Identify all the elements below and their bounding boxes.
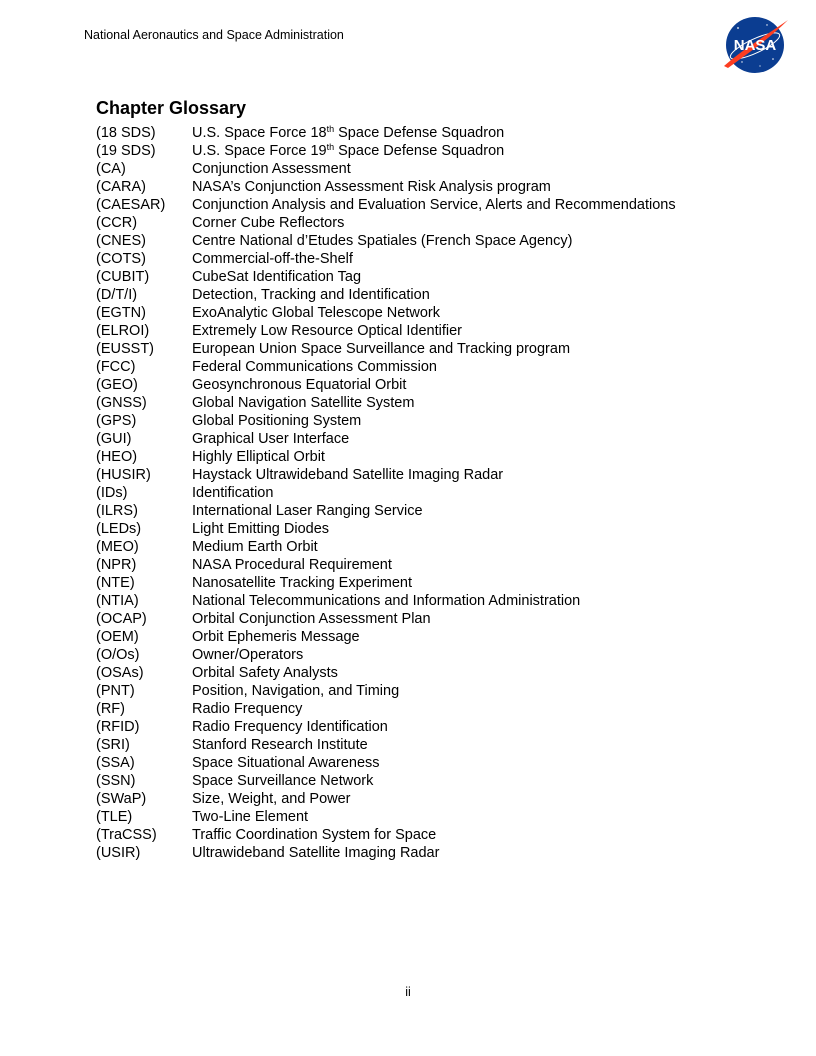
glossary-definition-text: European Union Space Surveillance and Tracking program bbox=[192, 341, 571, 357]
glossary-abbreviation: (CA) bbox=[96, 161, 126, 177]
glossary-entry bbox=[96, 286, 736, 304]
glossary-entry bbox=[96, 520, 736, 538]
glossary-definition bbox=[192, 772, 373, 790]
ordinal-superscript: th bbox=[326, 124, 335, 134]
glossary-definition bbox=[192, 754, 380, 772]
glossary-definition-text: Nanosatellite Tracking Experiment bbox=[192, 575, 413, 591]
glossary-abbreviation: (ILRS) bbox=[96, 503, 138, 519]
glossary-entry bbox=[96, 538, 736, 556]
glossary-definition bbox=[192, 790, 351, 808]
glossary-entry bbox=[96, 412, 736, 430]
glossary-entry bbox=[96, 214, 736, 232]
glossary-abbreviation: (CNES) bbox=[96, 233, 146, 249]
glossary-abbreviation: (GUI) bbox=[96, 431, 132, 447]
page-number: ii bbox=[405, 985, 411, 999]
glossary-definition bbox=[192, 412, 361, 430]
glossary-definition bbox=[192, 232, 572, 250]
glossary-abbreviation: (GPS) bbox=[96, 413, 137, 429]
glossary-entry bbox=[96, 340, 736, 358]
glossary-abbreviation: (CUBIT) bbox=[96, 269, 150, 285]
glossary-abbreviation: (IDs) bbox=[96, 485, 128, 501]
glossary-definition-text: Conjunction Assessment bbox=[192, 161, 351, 177]
glossary-definition bbox=[192, 502, 423, 520]
glossary-entry bbox=[96, 700, 736, 718]
glossary-entry bbox=[96, 484, 736, 502]
glossary-definition-text: Graphical User Interface bbox=[192, 431, 350, 447]
glossary-definition-text: Space Defense Squadron bbox=[334, 125, 505, 141]
ordinal-superscript: th bbox=[326, 142, 335, 152]
glossary-definition bbox=[192, 178, 551, 196]
glossary-definition-text: NASA Procedural Requirement bbox=[192, 557, 392, 573]
glossary-entry bbox=[96, 394, 736, 412]
glossary-entry bbox=[96, 304, 736, 322]
glossary-definition-text: Owner/Operators bbox=[192, 647, 304, 663]
svg-text:NASA: NASA bbox=[733, 37, 777, 54]
glossary-definition-text: Ultrawideband Satellite Imaging Radar bbox=[192, 845, 440, 861]
glossary-definition-text: Haystack Ultrawideband Satellite Imaging Radar bbox=[192, 467, 504, 483]
glossary-definition-text: Extremely Low Resource Optical Identifier bbox=[192, 323, 462, 339]
glossary-definition bbox=[192, 196, 676, 214]
glossary-definition bbox=[192, 214, 344, 232]
glossary-definition-text: International Laser Ranging Service bbox=[192, 503, 423, 519]
glossary-definition bbox=[192, 844, 439, 862]
glossary-entry bbox=[96, 772, 736, 790]
glossary-abbreviation: (TLE) bbox=[96, 809, 133, 825]
glossary-definition bbox=[192, 556, 392, 574]
glossary-definition bbox=[192, 682, 399, 700]
glossary-entry bbox=[96, 124, 736, 142]
glossary-entry bbox=[96, 376, 736, 394]
glossary-definition bbox=[192, 160, 351, 178]
glossary-definition bbox=[192, 142, 504, 160]
glossary-definition-text: ExoAnalytic Global Telescope Network bbox=[192, 305, 440, 321]
glossary-definition bbox=[192, 322, 462, 340]
glossary-abbreviation: (EGTN) bbox=[96, 305, 146, 321]
glossary-entry bbox=[96, 358, 736, 376]
glossary-definition-text: Conjunction Analysis and Evaluation Service, Alerts and Recommendations bbox=[192, 197, 676, 213]
glossary-entry bbox=[96, 142, 736, 160]
glossary-definition-text: Identification bbox=[192, 485, 274, 501]
glossary-entry bbox=[96, 574, 736, 592]
glossary-definition bbox=[192, 538, 318, 556]
glossary-entry bbox=[96, 826, 736, 844]
glossary-entry bbox=[96, 718, 736, 736]
glossary-definition bbox=[192, 664, 338, 682]
glossary-definition bbox=[192, 628, 360, 646]
glossary-entry bbox=[96, 250, 736, 268]
glossary-definition bbox=[192, 268, 361, 286]
glossary-abbreviation: (NTE) bbox=[96, 575, 135, 591]
glossary-definition-text: Medium Earth Orbit bbox=[192, 539, 318, 555]
glossary-entry bbox=[96, 502, 736, 520]
glossary-abbreviation: (SRI) bbox=[96, 737, 130, 753]
glossary-definition-text: NASA’s Conjunction Assessment Risk Analysis program bbox=[192, 179, 551, 195]
glossary-abbreviation: (19 SDS) bbox=[96, 143, 156, 159]
glossary-definition-text: Commercial-off-the-Shelf bbox=[192, 251, 353, 267]
glossary-definition-text: Light Emitting Diodes bbox=[192, 521, 330, 537]
glossary-abbreviation: (OCAP) bbox=[96, 611, 147, 627]
glossary-definition-text: Orbit Ephemeris Message bbox=[192, 629, 360, 645]
glossary-entry bbox=[96, 628, 736, 646]
glossary-entry bbox=[96, 430, 736, 448]
glossary-title: Chapter Glossary bbox=[96, 98, 247, 118]
glossary-definition bbox=[192, 466, 503, 484]
glossary-definition-text: U.S. Space Force 19 bbox=[192, 143, 327, 159]
glossary-entry bbox=[96, 610, 736, 628]
glossary-abbreviation: (EUSST) bbox=[96, 341, 154, 357]
glossary-abbreviation: (CAESAR) bbox=[96, 197, 166, 213]
glossary-definition-text: Global Navigation Satellite System bbox=[192, 395, 415, 411]
glossary-definition-text: Stanford Research Institute bbox=[192, 737, 368, 753]
glossary-abbreviation: (18 SDS) bbox=[96, 125, 156, 141]
glossary-definition bbox=[192, 286, 430, 304]
glossary-abbreviation: (SWaP) bbox=[96, 791, 147, 807]
glossary-abbreviation: (FCC) bbox=[96, 359, 136, 375]
glossary-definition-text: Highly Elliptical Orbit bbox=[192, 449, 325, 465]
glossary-definition-text: Global Positioning System bbox=[192, 413, 362, 429]
glossary-entry bbox=[96, 646, 736, 664]
glossary-definition bbox=[192, 574, 412, 592]
glossary-abbreviation: (NPR) bbox=[96, 557, 137, 573]
glossary-list bbox=[96, 124, 736, 862]
glossary-definition bbox=[192, 808, 308, 826]
glossary-definition bbox=[192, 376, 406, 394]
glossary-entry bbox=[96, 466, 736, 484]
glossary-definition bbox=[192, 520, 329, 538]
glossary-definition bbox=[192, 826, 436, 844]
glossary-definition-text: Space Situational Awareness bbox=[192, 755, 380, 771]
glossary-entry bbox=[96, 196, 736, 214]
glossary-abbreviation: (HEO) bbox=[96, 449, 138, 465]
glossary-definition-text: Size, Weight, and Power bbox=[192, 791, 351, 807]
header-organization: National Aeronautics and Space Administration bbox=[84, 28, 344, 42]
glossary-definition-text: Orbital Safety Analysts bbox=[192, 665, 338, 681]
glossary-definition-text: Radio Frequency bbox=[192, 701, 303, 717]
glossary-abbreviation: (CARA) bbox=[96, 179, 146, 195]
glossary-entry bbox=[96, 160, 736, 178]
glossary-definition-text: Orbital Conjunction Assessment Plan bbox=[192, 611, 431, 627]
glossary-definition bbox=[192, 394, 414, 412]
glossary-abbreviation: (OEM) bbox=[96, 629, 139, 645]
glossary-abbreviation: (RF) bbox=[96, 701, 125, 717]
glossary-entry bbox=[96, 448, 736, 466]
glossary-definition-text: Geosynchronous Equatorial Orbit bbox=[192, 377, 407, 393]
glossary-abbreviation: (LEDs) bbox=[96, 521, 142, 537]
glossary-entry bbox=[96, 682, 736, 700]
glossary-abbreviation: (ELROI) bbox=[96, 323, 150, 339]
glossary-definition bbox=[192, 250, 353, 268]
glossary-definition-text: U.S. Space Force 18 bbox=[192, 125, 327, 141]
glossary-abbreviation: (SSA) bbox=[96, 755, 135, 771]
glossary-entry bbox=[96, 268, 736, 286]
glossary-definition-text: Space Defense Squadron bbox=[334, 143, 505, 159]
glossary-entry bbox=[96, 232, 736, 250]
glossary-entry bbox=[96, 592, 736, 610]
glossary-definition-text: Centre National d’Etudes Spatiales (French Space Agency) bbox=[192, 233, 573, 249]
glossary-entry bbox=[96, 736, 736, 754]
glossary-abbreviation: (RFID) bbox=[96, 719, 140, 735]
glossary-definition-text: Position, Navigation, and Timing bbox=[192, 683, 400, 699]
glossary-definition-text: National Telecommunications and Information Administration bbox=[192, 593, 581, 609]
glossary-definition bbox=[192, 718, 388, 736]
nasa-logo-icon bbox=[720, 14, 790, 76]
glossary-definition bbox=[192, 358, 437, 376]
glossary-definition-text: Corner Cube Reflectors bbox=[192, 215, 345, 231]
glossary-definition bbox=[192, 700, 302, 718]
glossary-definition-text: CubeSat Identification Tag bbox=[192, 269, 362, 285]
glossary-definition bbox=[192, 304, 440, 322]
glossary-definition-text: Detection, Tracking and Identification bbox=[192, 287, 430, 303]
glossary-definition bbox=[192, 430, 349, 448]
glossary-definition-text: Space Surveillance Network bbox=[192, 773, 374, 789]
glossary-definition bbox=[192, 646, 303, 664]
glossary-abbreviation: (TraCSS) bbox=[96, 827, 157, 843]
glossary-abbreviation: (PNT) bbox=[96, 683, 135, 699]
glossary-definition bbox=[192, 340, 570, 358]
glossary-abbreviation: (GNSS) bbox=[96, 395, 147, 411]
glossary-definition bbox=[192, 448, 325, 466]
glossary-entry bbox=[96, 844, 736, 862]
glossary-entry bbox=[96, 808, 736, 826]
glossary-abbreviation: (GEO) bbox=[96, 377, 138, 393]
glossary-definition-text: Two-Line Element bbox=[192, 809, 309, 825]
glossary-entry bbox=[96, 664, 736, 682]
glossary-entry bbox=[96, 790, 736, 808]
glossary-definition bbox=[192, 592, 580, 610]
glossary-definition bbox=[192, 484, 273, 502]
glossary-definition bbox=[192, 736, 368, 754]
glossary-abbreviation: (MEO) bbox=[96, 539, 139, 555]
glossary-entry bbox=[96, 754, 736, 772]
glossary-abbreviation: (CCR) bbox=[96, 215, 138, 231]
glossary-entry bbox=[96, 178, 736, 196]
glossary-entry bbox=[96, 556, 736, 574]
glossary-definition bbox=[192, 124, 504, 142]
glossary-abbreviation: (SSN) bbox=[96, 773, 136, 789]
glossary-abbreviation: (COTS) bbox=[96, 251, 146, 267]
glossary-definition-text: Federal Communications Commission bbox=[192, 359, 437, 375]
glossary-abbreviation: (NTIA) bbox=[96, 593, 139, 609]
glossary-definition-text: Traffic Coordination System for Space bbox=[192, 827, 437, 843]
glossary-definition-text: Radio Frequency Identification bbox=[192, 719, 388, 735]
glossary-abbreviation: (D/T/I) bbox=[96, 287, 138, 303]
glossary-abbreviation: (USIR) bbox=[96, 845, 141, 861]
glossary-abbreviation: (HUSIR) bbox=[96, 467, 151, 483]
glossary-abbreviation: (O/Os) bbox=[96, 647, 140, 663]
glossary-entry bbox=[96, 322, 736, 340]
glossary-abbreviation: (OSAs) bbox=[96, 665, 144, 681]
glossary-definition bbox=[192, 610, 431, 628]
